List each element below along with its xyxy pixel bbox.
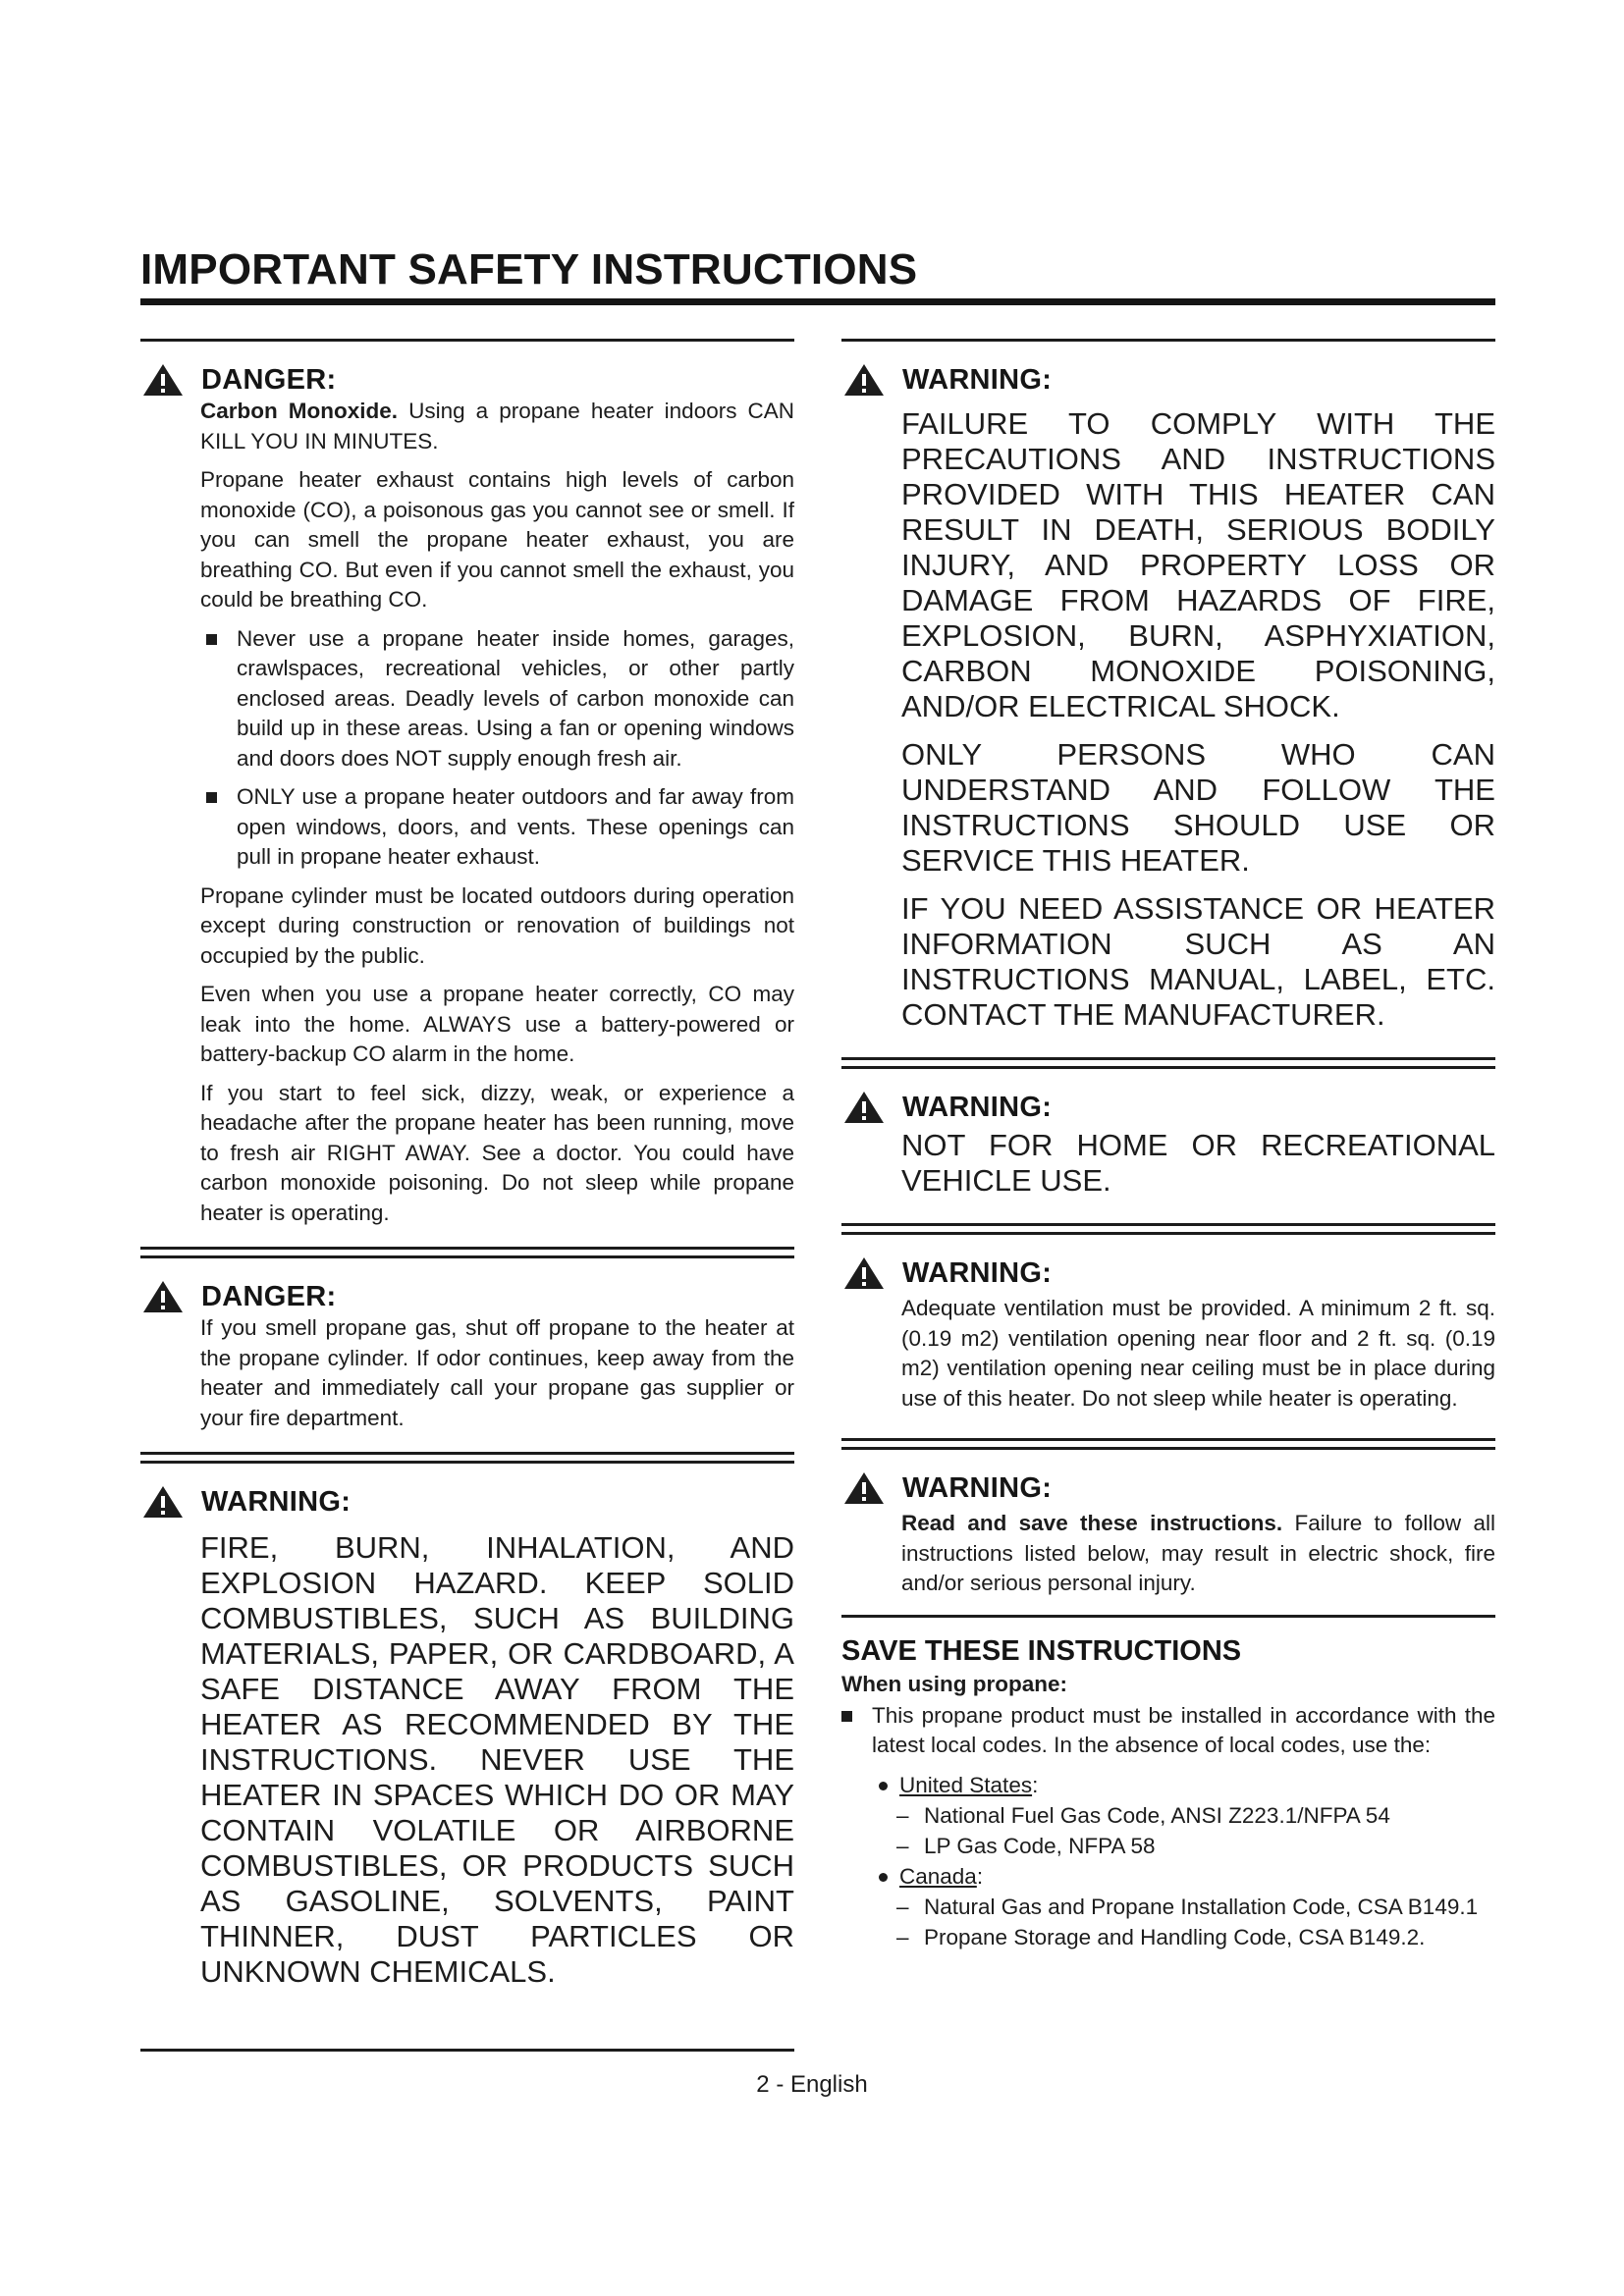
warning-triangle-icon bbox=[142, 1485, 184, 1519]
warning-paragraph: ONLY PERSONS WHO CAN UNDERSTAND AND FOLLOW THE INSTRUCTIONS SHOULD USE OR SERVICE THIS HEATER. bbox=[901, 737, 1495, 878]
warning-label: WARNING: bbox=[902, 1471, 1053, 1504]
bullet-item: This propane product must be installed in accordance with the latest local codes. In the absence of local codes, use the: bbox=[836, 1701, 1495, 1761]
square-bullet-icon bbox=[841, 1711, 852, 1722]
save-subtitle: When using propane: bbox=[841, 1671, 1067, 1696]
warning-box-ventilation bbox=[841, 1232, 1495, 1414]
page-footer: 2 - English bbox=[756, 2071, 868, 2098]
danger-box-propane-odor bbox=[140, 1255, 794, 1433]
bullet-item: ONLY use a propane heater outdoors and far away from open windows, doors, and vents. These openings can pull in propane heater exhaust. bbox=[200, 782, 794, 873]
square-bullet-icon bbox=[206, 634, 217, 645]
warning-label: WARNING: bbox=[201, 1485, 352, 1518]
danger-label: DANGER: bbox=[201, 1280, 337, 1312]
save-title: SAVE THESE INSTRUCTIONS bbox=[841, 1634, 1242, 1667]
warning-triangle-icon bbox=[843, 1471, 885, 1505]
warning-box-fire-hazard bbox=[140, 1461, 794, 1990]
warning-label: WARNING: bbox=[902, 363, 1053, 396]
page-title: IMPORTANT SAFETY INSTRUCTIONS bbox=[140, 243, 1495, 305]
warning-box-failure-to-comply bbox=[841, 339, 1495, 1033]
column-bottom-rule bbox=[140, 2049, 794, 2052]
danger-paragraph: Propane heater exhaust contains high levels of carbon monoxide (CO), a poisonous gas you cannot see or smell. If you can smell the propane heater exhaust, you are breathing CO. But even if you cannot smell the exhaust, you could be breathing CO. bbox=[200, 467, 794, 612]
code-item: – LP Gas Code, NFPA 58 bbox=[896, 1833, 1156, 1858]
left-column bbox=[140, 339, 794, 2002]
danger-paragraph: If you smell propane gas, shut off propane to the heater at the propane cylinder. If odor continues, keep away from the heater and immediately call your propane gas supplier or your fire department. bbox=[200, 1315, 794, 1430]
code-item: – National Fuel Gas Code, ANSI Z223.1/NFPA 54 bbox=[896, 1802, 1390, 1828]
danger-paragraph: If you start to feel sick, dizzy, weak, or experience a headache after the propane heater has been running, move to fresh air RIGHT AWAY. See a doctor. You could have carbon monoxide poisoning. Do not sleep while propane heater is operating. bbox=[200, 1080, 794, 1225]
danger-paragraph: Even when you use a propane heater correctly, CO may leak into the home. ALWAYS use a battery-powered or battery-backup CO alarm in the home. bbox=[200, 982, 794, 1066]
warning-paragraph: FAILURE TO COMPLY WITH THE PRECAUTIONS AND INSTRUCTIONS PROVIDED WITH THIS HEATER CAN RESULT IN DEATH, SERIOUS BODILY INJURY, AND PROPERTY LOSS OR DAMAGE FROM HAZARDS OF FIRE, EXPLOSION, BURN, ASPHYXIATION, CARBON MONOXIDE POISONING, AND/OR ELECTRICAL SHOCK. bbox=[901, 406, 1495, 723]
danger-paragraph: Carbon Monoxide. Using a propane heater indoors CAN KILL YOU IN MINUTES. bbox=[200, 399, 795, 454]
country-item-canada: Canada : bbox=[879, 1861, 1495, 1892]
warning-box-not-for-home bbox=[841, 1066, 1495, 1199]
warning-triangle-icon bbox=[843, 1256, 885, 1290]
bullet-item: Never use a propane heater inside homes, garages, crawlspaces, recreational vehicles, or other partly enclosed areas. Deadly levels of carbon monoxide can build up in these areas. Using a fan or opening windows and doors does NOT supply enough fresh air. bbox=[200, 624, 794, 774]
country-item-us: United States : bbox=[879, 1770, 1495, 1800]
round-bullet-icon bbox=[879, 1873, 888, 1882]
warning-triangle-icon bbox=[142, 363, 184, 397]
danger-label: DANGER: bbox=[201, 363, 337, 396]
warning-triangle-icon bbox=[142, 1280, 184, 1313]
warning-label: WARNING: bbox=[902, 1256, 1053, 1289]
save-instructions-section bbox=[841, 1615, 1495, 1952]
warning-paragraph: IF YOU NEED ASSISTANCE OR HEATER INFORMATION SUCH AS AN INSTRUCTIONS MANUAL, LABEL, ETC. CONTACT THE MANUFACTURER. bbox=[901, 891, 1495, 1032]
warning-paragraph: Adequate ventilation must be provided. A minimum 2 ft. sq. (0.19 m2) ventilation opening near floor and 2 ft. sq. (0.19 m2) ventilation opening near ceiling must be in place during use of this heater. Do not sleep while heater is operating. bbox=[901, 1296, 1495, 1411]
warning-triangle-icon bbox=[843, 363, 885, 397]
warning-paragraph: NOT FOR HOME OR RECREATIONAL VEHICLE USE. bbox=[901, 1128, 1495, 1198]
warning-box-read-save bbox=[841, 1447, 1495, 1599]
danger-paragraph: Propane cylinder must be located outdoors during operation except during construction or renovation of buildings not occupied by the public. bbox=[200, 882, 794, 968]
right-column bbox=[841, 339, 1495, 1952]
warning-triangle-icon bbox=[843, 1091, 885, 1124]
warning-paragraph: FIRE, BURN, INHALATION, AND EXPLOSION HAZARD. KEEP SOLID COMBUSTIBLES, SUCH AS BUILDING MATERIALS, PAPER, OR CARDBOARD, A SAFE DISTANCE AWAY FROM THE HEATER AS RECOMMENDED BY THE INSTRUCTIONS. NEVER USE THE HEATER IN SPACES WHICH DO OR MAY CONTAIN VOLATILE OR AIRBORNE COMBUSTIBLES, OR PRODUCTS SUCH AS GASOLINE, SOLVENTS, PAINT THINNER, DUST PARTICLES OR UNKNOWN CHEMICALS. bbox=[200, 1530, 794, 1989]
warning-label: WARNING: bbox=[902, 1091, 1053, 1123]
danger-box-carbon-monoxide bbox=[140, 339, 794, 1228]
warning-paragraph: Read and save these instructions. Failure to follow all instructions listed below, may result in electric shock, fire and/or serious personal injury. bbox=[901, 1511, 1495, 1595]
round-bullet-icon bbox=[879, 1782, 888, 1790]
code-item: – Propane Storage and Handling Code, CSA B149.2. bbox=[896, 1924, 1426, 1949]
square-bullet-icon bbox=[206, 792, 217, 803]
code-item: – Natural Gas and Propane Installation Code, CSA B149.1 bbox=[896, 1894, 1479, 1919]
